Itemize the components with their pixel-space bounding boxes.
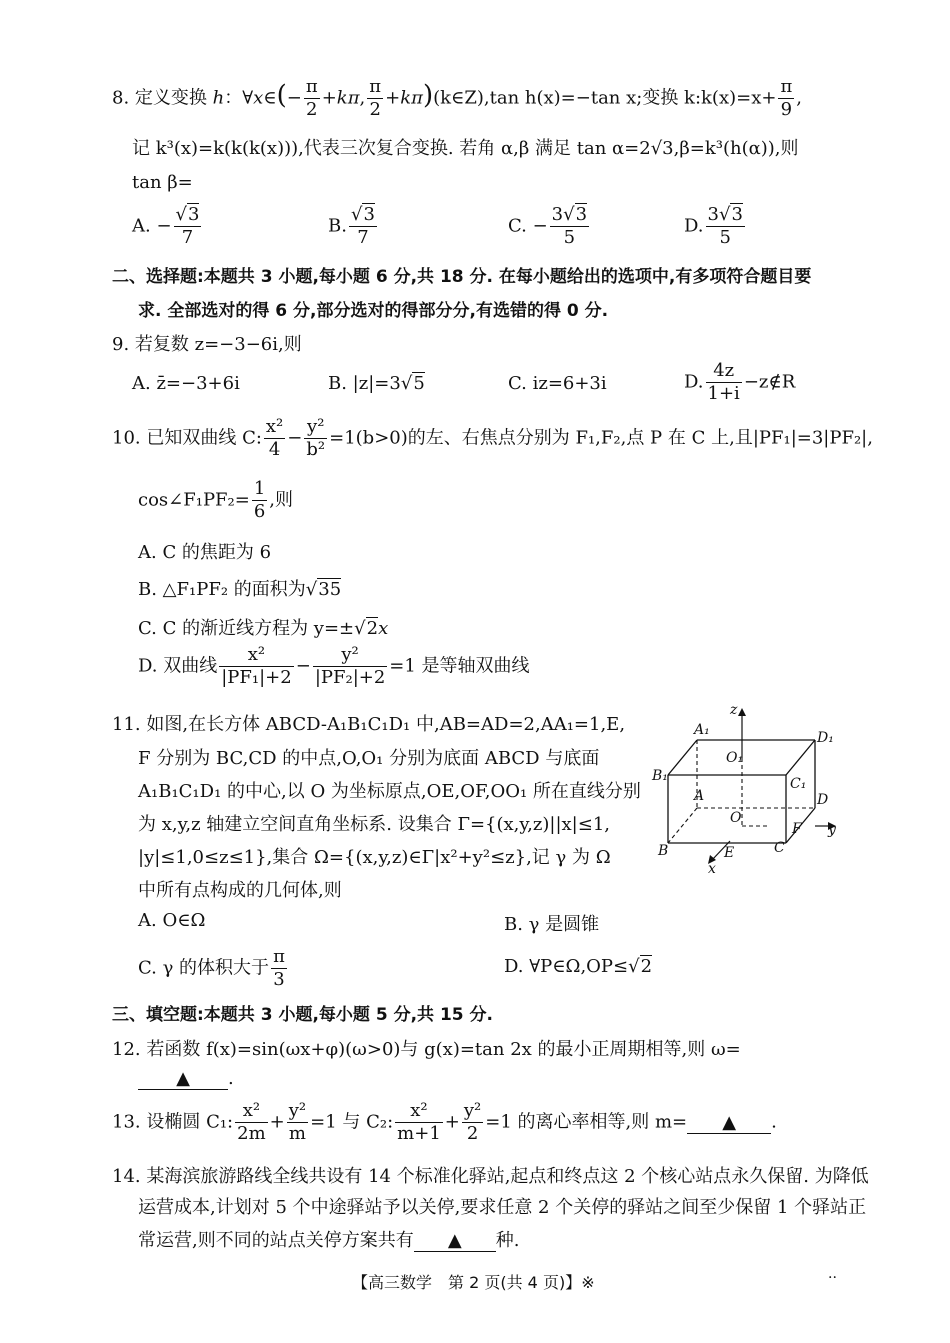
q14-line-3: 常运营,则不同的站点关停方案共有 ▲ 种. bbox=[138, 1230, 520, 1251]
section2-heading-cont: 求. 全部选对的得 6 分,部分选对的得部分分,有选错的得 0 分. bbox=[138, 301, 609, 321]
q13-blank[interactable]: ▲ bbox=[687, 1112, 771, 1134]
q12-blank[interactable]: ▲ bbox=[138, 1068, 228, 1090]
frac-pi-over-2: $\frac{\pi}{2}$ bbox=[305, 76, 318, 120]
fig-label-z: z bbox=[730, 702, 738, 718]
fig-label-a: A bbox=[694, 788, 705, 804]
q8-line3: tan β= bbox=[132, 172, 193, 193]
q9-option-d: D. $\frac{4z}{1+i}$ −z∉R bbox=[684, 360, 796, 404]
q10-option-c: C. C 的渐近线方程为 y=±√2x bbox=[138, 618, 389, 639]
frac-pi-over-9: $\frac{\pi}{9}$ bbox=[780, 76, 793, 120]
q13-stem: 13. 设椭圆 C₁: $\frac{\text{x²}}{2m}$ + $\frac{\text{y²}}{m}$ =1 与 C₂: $\frac{\text{x²}}{m+1}$ + $\frac{\text{y²}}{2}$ =1 的离心率相等,则 m= ▲ . bbox=[112, 1100, 777, 1144]
page-footer: 【高三数学 第 2 页(共 4 页)】※ bbox=[352, 1273, 595, 1292]
fig-label-o: O bbox=[730, 810, 742, 826]
q11-line-5: |y|≤1,0≤z≤1},集合 Ω={(x,y,z)∈Γ|x²+y²≤z},记 γ 为 Ω bbox=[138, 847, 611, 868]
q14-blank[interactable]: ▲ bbox=[414, 1230, 496, 1252]
q9-option-b: B. |z|=3√5 bbox=[328, 373, 425, 394]
section3-heading: 三、填空题:本题共 3 小题,每小题 5 分,共 15 分. bbox=[112, 1005, 493, 1025]
q8-line1: 8. 定义变换 h：∀x∈(− $\frac{\pi}{2}$ +kπ, $\frac{\pi}{2}$ +kπ)(k∈Z),tan h(x)=−tan x;变换 k:k(x)=x+ $\frac{\pi}{9}$ , bbox=[112, 76, 803, 120]
fig-label-o1: O₁ bbox=[726, 750, 744, 766]
q9-stem: 9. 若复数 z=−3−6i,则 bbox=[112, 334, 302, 355]
q10-option-d: D. 双曲线 $\frac{\text{x²}}{\text{|PF₁|+2}}$ − $\frac{\text{y²}}{\text{|PF₂|+2}}$ =1 是等轴双曲线 bbox=[138, 644, 530, 688]
q10-option-b: B. △F₁PF₂ 的面积为√35 bbox=[138, 579, 342, 600]
fig-label-b1: B₁ bbox=[652, 768, 668, 784]
q11-option-d: D. ∀P∈Ω,OP≤√2 bbox=[504, 956, 653, 977]
q11-line-1: 11. 如图,在长方体 ABCD-A₁B₁C₁D₁ 中,AB=AD=2,AA₁=1,E, bbox=[112, 714, 626, 735]
section2-heading: 二、选择题:本题共 3 小题,每小题 6 分,共 18 分. 在每小题给出的选项中,有多项符合题目要 bbox=[112, 267, 812, 287]
fig-label-d1: D₁ bbox=[817, 730, 834, 746]
q10-stem: 10. 已知双曲线 C: $\frac{\text{x²}}{4}$ − $\frac{\text{y²}}{\text{b²}}$ =1(b>0)的左、右焦点分别为 F₁,F₂,点 P 在 C 上,且|PF₁|=3|PF₂|, bbox=[112, 416, 873, 460]
q8-option-a: A. − $\frac{√3}{7}$ bbox=[132, 204, 200, 248]
footer-dots: .. bbox=[828, 1266, 837, 1282]
fig-label-b: B bbox=[658, 843, 669, 859]
q12-stem: 12. 若函数 f(x)=sin(ωx+φ)(ω>0)与 g(x)=tan 2x 的最小正周期相等,则 ω= bbox=[112, 1039, 741, 1060]
q8-option-c: C. − $\frac{3√3}{5}$ bbox=[508, 204, 588, 248]
q11-option-c: C. γ 的体积大于 $\frac{\pi}{3}$ bbox=[138, 946, 285, 990]
q11-option-b: B. γ 是圆锥 bbox=[504, 914, 600, 935]
q8-number: 8. bbox=[112, 87, 130, 109]
q14-line-1: 14. 某海滨旅游路线全线共设有 14 个标准化驿站,起点和终点这 2 个核心站点永久保留. 为降低 bbox=[112, 1166, 869, 1187]
cuboid-figure bbox=[650, 700, 850, 875]
q8-line2: 记 k³(x)=k(k(k(x))),代表三次复合变换. 若角 α,β 满足 tan α=2√3,β=k³(h(α)),则 bbox=[132, 138, 799, 159]
fig-label-c1: C₁ bbox=[790, 776, 807, 792]
q11-line-4: 为 x,y,z 轴建立空间直角坐标系. 设集合 Γ={(x,y,z)||x|≤1, bbox=[138, 814, 610, 835]
q11-line-6: 中所有点构成的几何体,则 bbox=[138, 880, 342, 901]
fig-label-f: F bbox=[792, 821, 802, 837]
q11-line-2: F 分别为 BC,CD 的中点,O,O₁ 分别为底面 ABCD 与底面 bbox=[138, 748, 600, 769]
fig-label-e: E bbox=[724, 845, 735, 861]
q8-option-d: D. $\frac{3√3}{5}$ bbox=[684, 204, 743, 248]
fig-label-x: x bbox=[708, 861, 716, 875]
fig-label-c: C bbox=[774, 840, 785, 856]
q10-cos: cos∠F₁PF₂= $\frac{1}{6}$ ,则 bbox=[138, 478, 294, 522]
fig-label-y: y bbox=[828, 822, 836, 838]
q11-option-a: A. O∈Ω bbox=[138, 910, 206, 931]
q8-option-b: B. $\frac{√3}{7}$ bbox=[328, 204, 375, 248]
q12-answer-line: ▲ . bbox=[138, 1068, 234, 1090]
fig-label-a1: A₁ bbox=[694, 722, 710, 738]
fig-label-d: D bbox=[817, 792, 829, 808]
q10-option-a: A. C 的焦距为 6 bbox=[138, 542, 272, 563]
q9-option-c: C. iz=6+3i bbox=[508, 373, 607, 394]
q14-line-2: 运营成本,计划对 5 个中途驿站予以关停,要求任意 2 个关停的驿站之间至少保留 1 个驿站正 bbox=[138, 1197, 867, 1218]
q9-option-a: A. z̄=−3+6i bbox=[132, 373, 240, 394]
q11-line-3: A₁B₁C₁D₁ 的中心,以 O 为坐标原点,OE,OF,OO₁ 所在直线分别 bbox=[138, 781, 641, 802]
